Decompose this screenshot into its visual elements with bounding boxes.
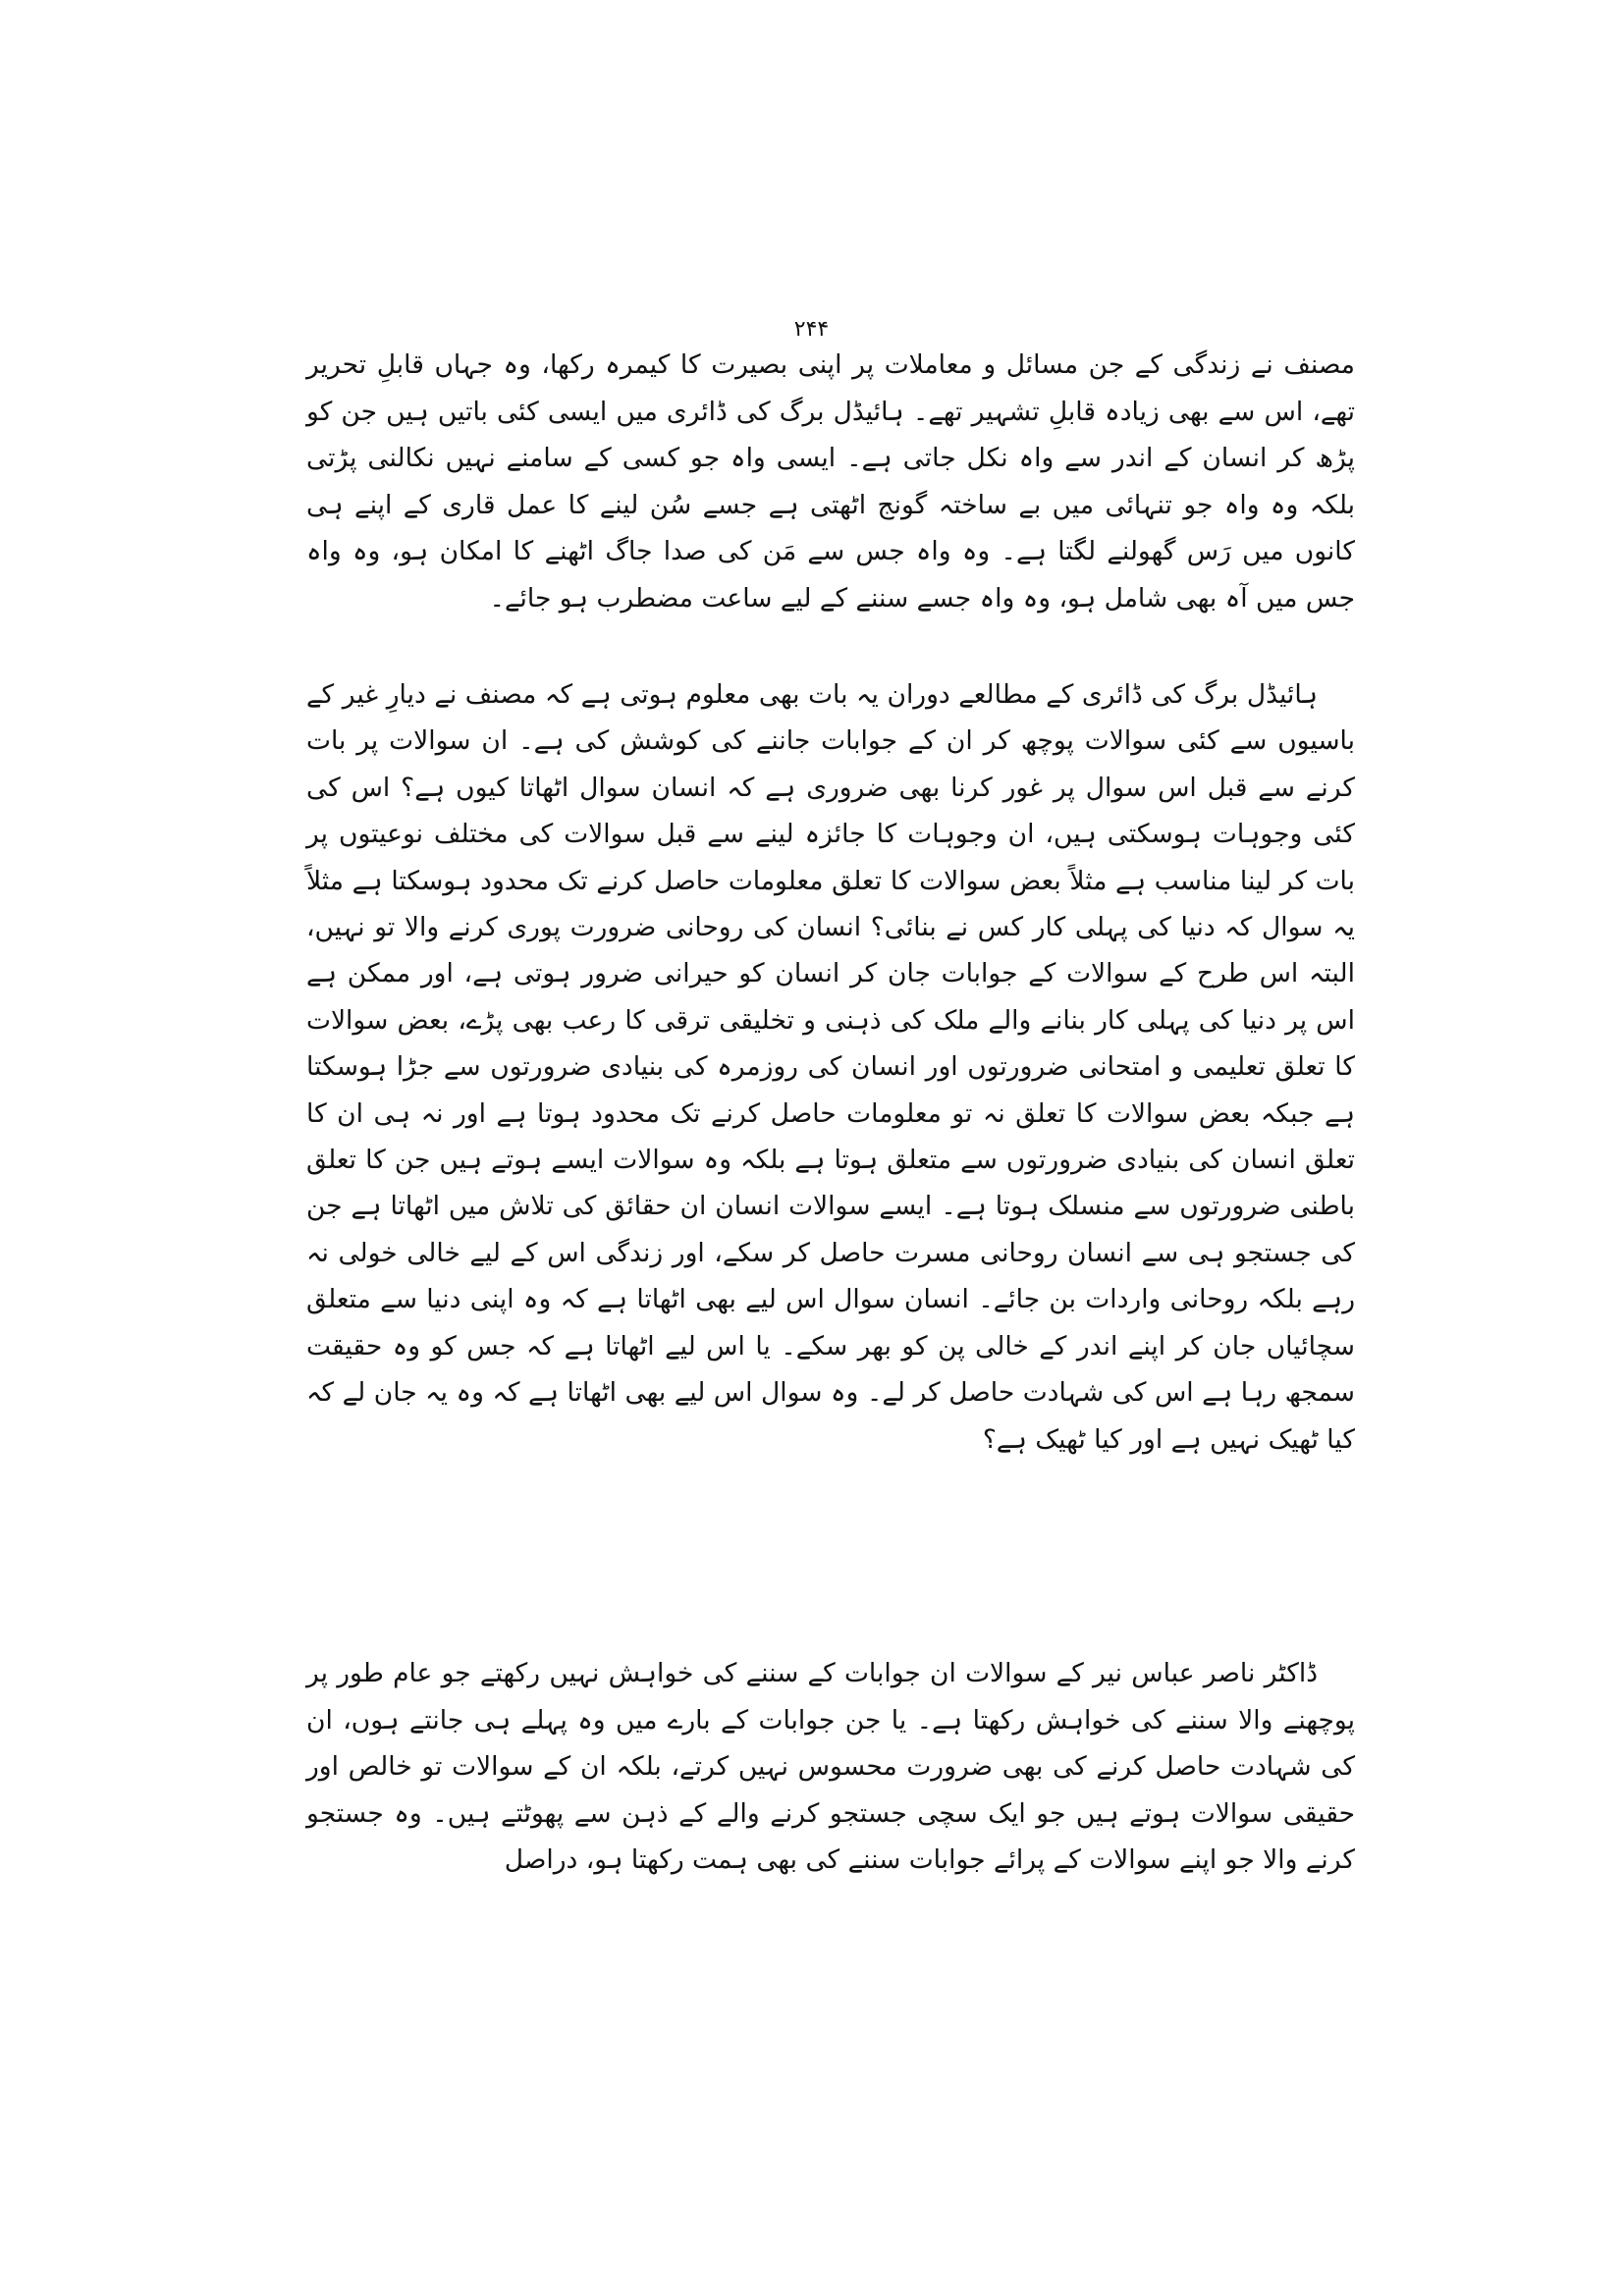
paragraph-2 (306, 671, 1355, 1463)
paragraph-text: ڈاکٹر ناصر عباس نیر کے سوالات ان جوابات کے سننے کی خواہش نہیں رکھتے جو عام طور پر پوچھنے والا سننے کی خواہش رکھتا ہے۔ یا جن جوابات کے بارے میں وہ پہلے ہی جانتے ہوں، ان کی شہادت حاصل کرنے کی بھی ضرورت محسوس نہیں کرتے، بلکہ ان کے سوالات تو خالص اور حقیقی سوالات ہوتے ہیں جو ایک سچی جستجو کرنے والے کے ذہن سے پھوٹتے ہیں۔ وہ جستجو کرنے والا جو اپنے سوالات کے پرائے جوابات سننے کی بھی ہمت رکھتا ہو، دراصل (306, 1658, 1355, 1875)
paragraph-1 (306, 342, 1355, 622)
paragraph-text: ہائیڈل برگ کی ڈائری کے مطالعے دوران یہ بات بھی معلوم ہوتی ہے کہ مصنف نے دیارِ غیر کے باسیوں سے کئی سوالات پوچھ کر ان کے جوابات جاننے کی کوشش کی ہے۔ ان سوالات پر بات کرنے سے قبل اس سوال پر غور کرنا بھی ضروری ہے کہ انسان سوال اٹھاتا کیوں ہے؟ اس کی کئی وجوہات ہوسکتی ہیں، ان وجوہات کا جائزہ لینے سے قبل سوالات کی مختلف نوعیتوں پر بات کر لینا مناسب ہے مثلاً بعض سوالات کا تعلق معلومات حاصل کرنے تک محدود ہوسکتا ہے مثلاً یہ سوال کہ دنیا کی پہلی کار کس نے بنائی؟ انسان کی روحانی ضرورت پوری کرنے والا تو نہیں، البتہ اس طرح کے سوالات کے جوابات جان کر انسان کو حیرانی ضرور ہوتی ہے، اور ممکن ہے اس پر دنیا کی پہلی کار بنانے والے ملک کی ذہنی و تخلیقی ترقی کا رعب بھی پڑے، بعض سوالات کا تعلق تعلیمی و امتحانی ضرورتوں اور انسان کی روزمرہ کی بنیادی ضرورتوں سے جڑا ہوسکتا ہے جبکہ بعض سوالات کا تعلق نہ تو معلومات حاصل کرنے تک محدود ہوتا ہے اور نہ ہی ان کا تعلق انسان کی بنیادی ضرورتوں سے متعلق ہوتا ہے بلکہ وہ سوالات ایسے ہوتے ہیں جن کا تعلق باطنی ضرورتوں سے منسلک ہوتا ہے۔ ایسے سوالات انسان ان حقائق کی تلاش میں اٹھاتا ہے جن کی جستجو ہی سے انسان روحانی مسرت حاصل کر سکے، اور زندگی اس کے لیے خالی خولی نہ رہے بلکہ روحانی واردات بن جائے۔ انسان سوال اس لیے بھی اٹھاتا ہے کہ وہ اپنی دنیا سے متعلق سچائیاں جان کر اپنے اندر کے خالی پن کو بھر سکے۔ یا اس لیے اٹھاتا ہے کہ جس کو وہ حقیقت سمجھ رہا ہے اس کی شہادت حاصل کر لے۔ وہ سوال اس لیے بھی اٹھاتا ہے کہ وہ یہ جان لے کہ کیا ٹھیک نہیں ہے اور کیا ٹھیک ہے؟ (306, 679, 1355, 1455)
page-number: ۲۴۴ (793, 317, 830, 342)
paragraph-text: مصنف نے زندگی کے جن مسائل و معاملات پر اپنی بصیرت کا کیمرہ رکھا، وہ جہاں قابلِ تحریر تھے، اس سے بھی زیادہ قابلِ تشہیر تھے۔ ہائیڈل برگ کی ڈائری میں ایسی کئی باتیں ہیں جن کو پڑھ کر انسان کے اندر سے واہ نکل جاتی ہے۔ ایسی واہ جو کسی کے سامنے نہیں نکالنی پڑتی بلکہ وہ واہ جو تنہائی میں بے ساختہ گونج اٹھتی ہے جسے سُن لینے کا عمل قاری کے اپنے ہی کانوں میں رَس گھولنے لگتا ہے۔ وہ واہ جس سے مَن کی صدا جاگ اٹھنے کا امکان ہو، وہ واہ جس میں آہ بھی شامل ہو، وہ واہ جسے سننے کے لیے ساعت مضطرب ہو جائے۔ (306, 349, 1355, 614)
paragraph-3 (306, 1650, 1355, 1884)
